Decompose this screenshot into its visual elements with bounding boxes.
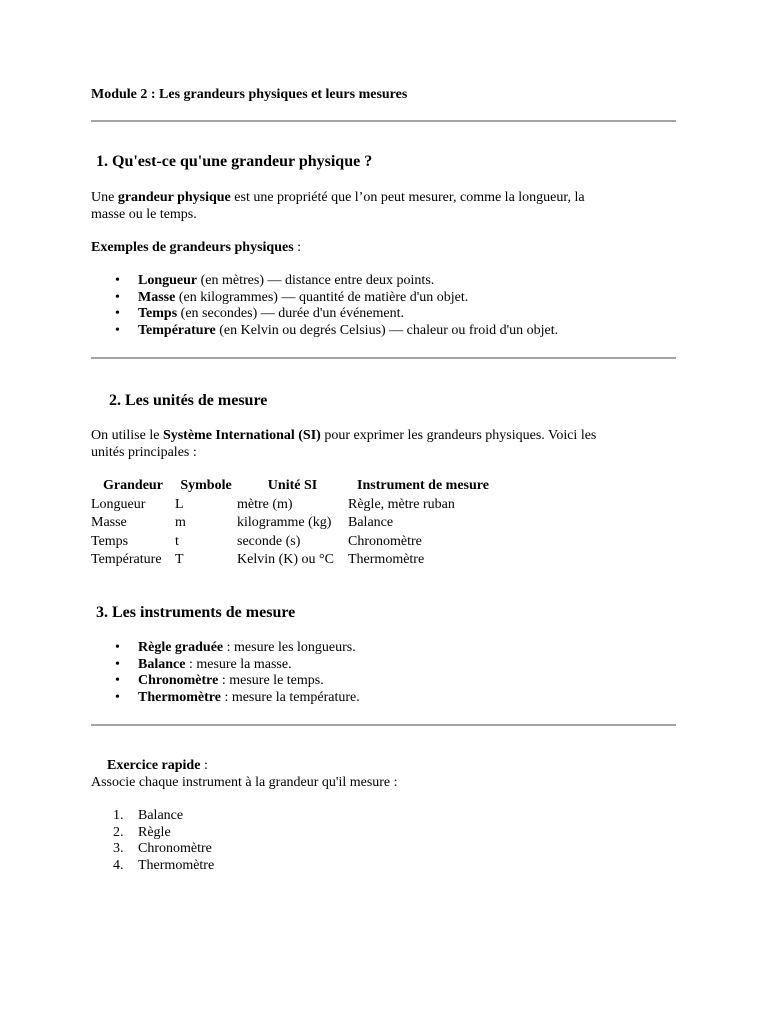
table-row [91, 497, 498, 516]
table-header-row [91, 478, 498, 497]
table-cell: mètre (m) [237, 496, 293, 512]
column-header: Grandeur [103, 478, 163, 493]
table-cell: Balance [348, 515, 394, 530]
list-item: • Temps (en secondes) — durée d'un événement. [115, 306, 404, 322]
section3-heading: 3. Les instruments de mesure [96, 604, 296, 621]
section2-intro: On utilise le Système International (SI) pour exprimer les grandeurs physiques. Voici les unités principales : [91, 428, 597, 460]
instruments-list [91, 640, 360, 707]
module-title: Module 2 : Les grandeurs physiques et leurs mesures [91, 87, 408, 102]
exercise-list [91, 808, 214, 875]
list-item: • Longueur (en mètres) — distance entre deux points. [115, 273, 435, 288]
table-row [91, 515, 498, 534]
divider [91, 357, 676, 359]
column-header: Instrument de mesure [357, 478, 489, 493]
table-cell: Longueur [91, 496, 146, 512]
table-cell: Temps [91, 533, 129, 549]
list-item: 4. Thermomètre [113, 858, 215, 874]
table-cell: T [175, 552, 184, 567]
list-item: • Thermomètre : mesure la température. [115, 690, 360, 706]
divider [91, 120, 676, 122]
exercise-instruction: Associe chaque instrument à la grandeur qu'il mesure : [91, 775, 398, 790]
table-cell: Règle, mètre ruban [348, 496, 455, 512]
section2-heading: 2. Les unités de mesure [109, 392, 268, 409]
table-cell: seconde (s) [237, 533, 301, 549]
list-item: • Règle graduée : mesure les longueurs. [115, 640, 356, 655]
list-item: 1. Balance [113, 808, 184, 823]
examples-list [91, 273, 558, 340]
table-row [91, 552, 498, 571]
table-cell: Température [91, 552, 162, 567]
table-cell: Chronomètre [348, 533, 422, 549]
table-row [91, 534, 498, 553]
list-item: • Balance : mesure la masse. [115, 656, 292, 672]
section1-intro: Une grandeur physique est une propriété que l’on peut mesurer, comme la longueur, la masse ou le temps. [91, 190, 585, 222]
divider [91, 724, 676, 726]
table-cell: L [175, 496, 184, 512]
exercise-label: Exercice rapide : [107, 758, 208, 773]
column-header: Unité SI [267, 478, 318, 493]
table-cell: t [175, 533, 179, 549]
table-cell: Kelvin (K) ou °C [237, 552, 334, 567]
list-item: 3. Chronomètre [113, 841, 212, 857]
table-cell: m [175, 515, 186, 530]
list-item: • Masse (en kilogrammes) — quantité de matière d'un objet. [115, 289, 469, 305]
units-table [91, 478, 498, 571]
examples-label: Exemples de grandeurs physiques : [91, 240, 302, 255]
list-item: • Température (en Kelvin ou degrés Celsius) — chaleur ou froid d'un objet. [115, 323, 559, 339]
section1-heading: 1. Qu'est-ce qu'une grandeur physique ? [96, 153, 373, 170]
table-cell: kilogramme (kg) [237, 515, 332, 530]
table-cell: Masse [91, 515, 127, 530]
table-cell: Thermomètre [348, 552, 425, 567]
list-item: 2. Règle [113, 824, 171, 840]
column-header: Symbole [180, 478, 232, 493]
list-item: • Chronomètre : mesure le temps. [115, 673, 324, 689]
